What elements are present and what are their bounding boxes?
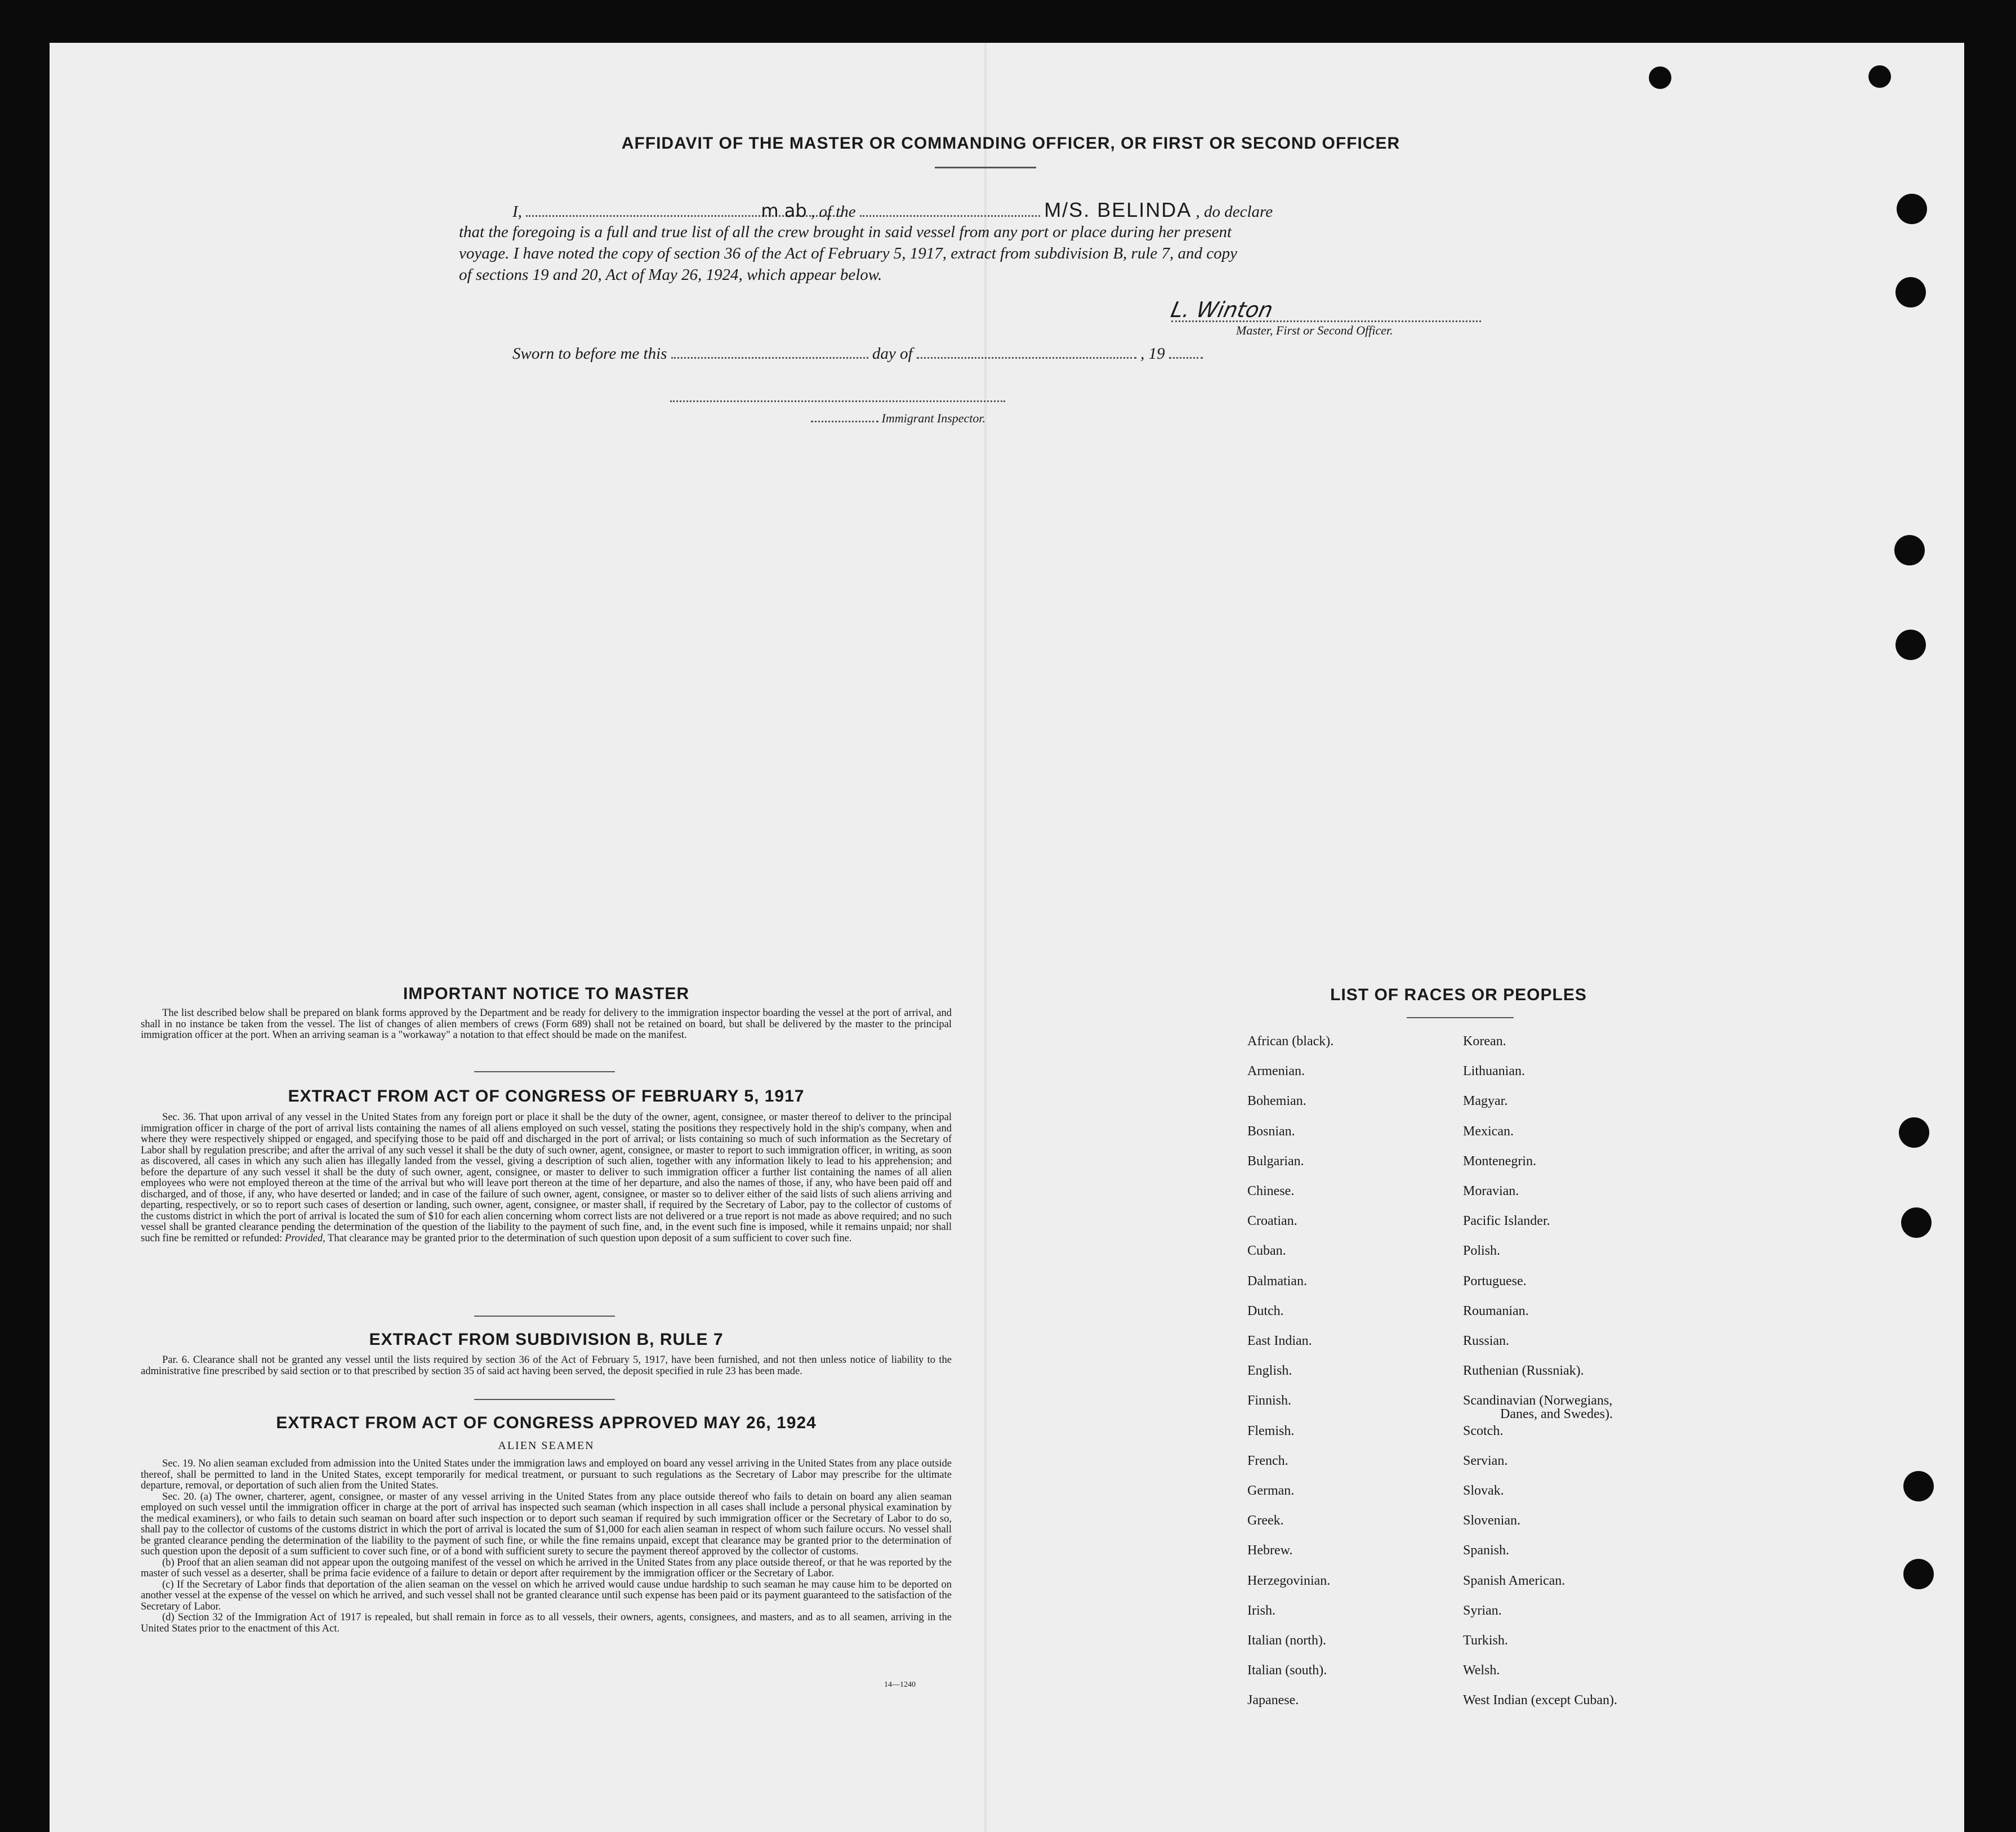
race-item: Welsh. xyxy=(1463,1663,1500,1678)
race-item: Dutch. xyxy=(1247,1303,1284,1318)
inspector-signature-line[interactable] xyxy=(670,400,1005,402)
page-fold xyxy=(984,43,987,1832)
binder-hole xyxy=(1868,65,1891,88)
rule7-body xyxy=(141,1355,952,1377)
race-item: Armenian. xyxy=(1247,1064,1305,1079)
title-underline xyxy=(935,167,1036,168)
rule7-title: EXTRACT FROM SUBDIVISION B, RULE 7 xyxy=(369,1330,724,1349)
race-item: Lithuanian. xyxy=(1463,1064,1525,1079)
race-item: Spanish American. xyxy=(1463,1573,1565,1588)
race-item: East Indian. xyxy=(1247,1334,1312,1348)
races-title: LIST OF RACES OR PEOPLES xyxy=(1330,986,1587,1004)
race-item: Magyar. xyxy=(1463,1094,1508,1109)
proviso-word: Provided, xyxy=(284,1232,325,1244)
sec20b-text: (b) Proof that an alien seaman did not appear upon the outgoing manifest of the vessel on which he arrived in the United States from any place outside thereof, or that he was reported by the master of such vessel as a deserter, shall be prima facie evidence of a failure to detain or deport after requirement by the immigration officer or the Secretary of Labor. xyxy=(141,1557,952,1579)
race-item: Japanese. xyxy=(1247,1693,1299,1708)
races-underline xyxy=(1407,1017,1514,1018)
binder-hole xyxy=(1895,630,1926,660)
race-item: Slovak. xyxy=(1463,1483,1504,1498)
race-item: Pacific Islander. xyxy=(1463,1214,1550,1229)
notice-text: The list described below shall be prepared on blank forms approved by the Department and be ready for delivery to the immigration inspector boarding the vessel at the port of arrival, and shall in no instance be taken from the vessel. The list of changes of alien members of crews (Form 689) shall not be retained on board, but shall be delivered by the master to the principal immigration officer at the port. When an arriving seaman is a "workaway" a notation to that effect should be made on the manifest. xyxy=(141,1008,952,1041)
race-item: Flemish. xyxy=(1247,1423,1295,1438)
do-declare-label: , do declare xyxy=(1196,203,1273,221)
race-item: Spanish. xyxy=(1463,1543,1510,1558)
vessel-name: M/S. BELINDA xyxy=(1044,198,1192,221)
affidavit-line-4: of sections 19 and 20, Act of May 26, 1924, which appear below. xyxy=(459,266,882,284)
race-item: Korean. xyxy=(1463,1034,1506,1049)
sec20d-text: (d) Section 32 of the Immigration Act of 1917 is repealed, but shall remain in force as to all vessels, their owners, agents, consignees, and masters, and as to all seamen, arriving in the United States prior to the enactment of this Act. xyxy=(141,1612,952,1634)
extract-1917-title: EXTRACT FROM ACT OF CONGRESS OF FEBRUARY 5, 1917 xyxy=(288,1087,805,1106)
race-item: Mexican. xyxy=(1463,1124,1514,1139)
sec20c-text: (c) If the Secretary of Labor finds that deportation of the alien seaman on the vessel on which he arrived would cause undue hardship to such seaman he may cause him to be deported on another vessel at the expense of the vessel on which he arrived, and such vessel shall not be granted clearance until such expense has been paid or its payment guaranteed to the satisfaction of the Secretary of Labor. xyxy=(141,1579,952,1612)
race-item: Polish. xyxy=(1463,1243,1501,1259)
year-label: , 19 xyxy=(1140,345,1165,363)
sec19-text: Sec. 19. No alien seaman excluded from admission into the United States under the immigration laws and employed on board any vessel arriving in the United States from any place outside thereof, shall be permitted to land in the United States, except temporarily for medical treatment, or pursuant to such regulations as the Secretary of Labor may prescribe for the ultimate departure, removal, or deportation of such alien from the United States. xyxy=(141,1458,952,1491)
race-item: Roumanian. xyxy=(1463,1303,1529,1318)
race-item: Bosnian. xyxy=(1247,1124,1295,1139)
race-item: Herzegovinian. xyxy=(1247,1573,1331,1588)
extract-1917-body xyxy=(141,1112,952,1244)
binder-hole xyxy=(1897,194,1927,224)
race-item: Dalmatian. xyxy=(1247,1273,1307,1289)
race-item: German. xyxy=(1247,1483,1295,1498)
sec36-end: That clearance may be granted prior to the determination of such question upon deposit of a sum sufficient to cover such fine. xyxy=(327,1232,852,1244)
race-item: Italian (north). xyxy=(1247,1633,1326,1648)
extract-1924-body xyxy=(141,1459,952,1634)
inspector-dots xyxy=(811,420,878,422)
race-item: French. xyxy=(1247,1453,1288,1468)
race-item: Cuban. xyxy=(1247,1243,1286,1259)
race-item: Montenegrin. xyxy=(1463,1153,1536,1169)
alien-seamen-subtitle: ALIEN SEAMEN xyxy=(498,1439,595,1452)
race-item: Russian. xyxy=(1463,1334,1510,1348)
affidavit-line-3: voyage. I have noted the copy of section 36 of the Act of February 5, 1917, extract from subdivision B, rule 7, and copy xyxy=(459,244,1238,262)
sworn-day-blank[interactable] xyxy=(671,356,868,359)
race-item: Bohemian. xyxy=(1247,1094,1306,1109)
sworn-year-blank[interactable] xyxy=(1169,356,1203,359)
race-item-continuation: Danes, and Swedes). xyxy=(1500,1407,1613,1422)
binder-hole xyxy=(1899,1117,1929,1148)
signature-caption: Master, First or Second Officer. xyxy=(1236,323,1393,337)
binder-hole xyxy=(1903,1471,1934,1501)
binder-hole xyxy=(1895,277,1926,307)
vessel-blank[interactable] xyxy=(860,215,1040,217)
binder-hole xyxy=(1894,535,1925,565)
race-item: Portuguese. xyxy=(1463,1273,1527,1289)
affidavit-line-2: that the foregoing is a full and true list of all the crew brought in said vessel from any port or place during her present xyxy=(459,223,1232,241)
race-item: Ruthenian (Russniak). xyxy=(1463,1363,1584,1379)
race-item: Servian. xyxy=(1463,1453,1508,1468)
race-item: Chinese. xyxy=(1247,1184,1295,1198)
notice-body xyxy=(141,1008,952,1041)
race-item: Scotch. xyxy=(1463,1423,1504,1438)
signature-line xyxy=(1171,320,1481,322)
affidavit-line-1 xyxy=(512,198,1520,222)
extract-1924-title: EXTRACT FROM ACT OF CONGRESS APPROVED MAY 26, 1924 xyxy=(276,1414,817,1432)
race-item: Moravian. xyxy=(1463,1184,1519,1198)
race-item: West Indian (except Cuban). xyxy=(1463,1693,1617,1708)
race-item: English. xyxy=(1247,1363,1292,1379)
rule7-text: Par. 6. Clearance shall not be granted any vessel until the lists required by section 36 of the Act of February 5, 1917, have been furnished, and not then unless notice of liability to the administrative fine prescribed by said section or to that prescribed by section 35 of said act having been served, the deposit specified in rule 23 has been made. xyxy=(141,1354,952,1377)
sworn-label: Sworn to before me this xyxy=(512,345,667,363)
race-item: Syrian. xyxy=(1463,1603,1502,1618)
sworn-month-blank[interactable] xyxy=(917,356,1136,359)
sec20a-text: Sec. 20. (a) The owner, charterer, agent, consignee, or master of any vessel arriving in the United States from any place outside thereof who fails to detain on board any alien seaman employed on such vessel until the immigration officer in charge at the port of arrival has inspected such seaman (which inspection in all cases shall include a personal physical examination by the medical examiners), or who fails to detain such seaman on board after such inspection or to deport such seaman if required by such immigration officer or the Secretary of Labor to do so, shall pay to the collector of customs of the customs district in which the port of arrival is located the sum of $1,000 for each alien seaman in respect of whom such failure occurs. No vessel shall be granted clearance pending the determination of the liability to the payment of such fine, or while the fine remains unpaid, except that clearance may be granted prior to the determination of such question upon the deposit of a sum sufficient to cover such fine, or of a bond with sufficient surety to secure the payment thereof approved by the collector of customs. xyxy=(141,1491,952,1557)
master-name-handwritten: m ab xyxy=(761,200,807,221)
inspector-caption-line xyxy=(811,411,985,426)
race-item: Finnish. xyxy=(1247,1393,1292,1408)
binder-hole xyxy=(1649,66,1671,89)
form-number: 14—1240 xyxy=(884,1681,916,1689)
race-item: Slovenian. xyxy=(1463,1513,1520,1528)
race-item: Greek. xyxy=(1247,1513,1284,1528)
race-item: Turkish. xyxy=(1463,1633,1508,1648)
divider xyxy=(474,1071,615,1072)
sec36-text: Sec. 36. That upon arrival of any vessel in the United States from any foreign port or place it shall be the duty of the owner, agent, consignee, or master thereof to deliver to the principal immigration officer in charge of the port of arrival lists containing the names of all aliens employed on such vessel, stating the positions they respectively hold in the ship's company, when and where they were respectively shipped or engaged, and specifying those to be paid off and discharged in the port of arrival; or lists containing so much of such information as the Secretary of Labor shall by regulation prescribe; and after the arrival of any such vessel it shall be the duty of such owner, agent, consignee, or master to report to such immigration officer, in writing, as soon as discovered, all cases in which any such alien has illegally landed from the vessel, giving a description of such alien, together with any information likely to lead to his apprehension; and before the departure of any such vessel it shall be the duty of such owner, agent, consignee, or master to deliver to such immigration officer a further list containing the names of all alien employees who were not employed thereon at the time of the arrival but who will leave port thereon at the time of her departure, and also the names of those, if any, who have been paid off and discharged, and of those, if any, who have deserted or landed; and in case of the failure of such owner, agent, consignee, or master so to deliver either of the said lists of such aliens arriving and departing, respectively, or so to report such cases of desertion or landing, such owner, agent, consignee, or master shall, if required by the Secretary of Labor, pay to the collector of customs of the customs district in which the port of arrival is located the sum of $10 for each alien concerning whom correct lists are not delivered or a true report is not made as above required; and no such vessel shall be granted clearance pending the determination of the question of the liability to the payment of such fine, and, in the event such fine is imposed, while it remains unpaid; nor shall such fine be remitted or refunded: xyxy=(141,1112,952,1244)
of-the-label: , of the xyxy=(810,203,856,221)
inspector-caption: Immigrant Inspector. xyxy=(881,411,986,425)
affidavit-title: AFFIDAVIT OF THE MASTER OR COMMANDING OFFICER, OR FIRST OR SECOND OFFICER xyxy=(621,134,1401,153)
sworn-line xyxy=(512,345,1203,363)
race-item: African (black). xyxy=(1247,1034,1334,1049)
divider xyxy=(474,1399,615,1400)
race-item: Irish. xyxy=(1247,1603,1275,1618)
binder-hole xyxy=(1901,1207,1932,1238)
day-of-label: day of xyxy=(872,345,913,363)
race-item: Scandinavian (Norwegians, xyxy=(1463,1393,1613,1408)
race-item: Bulgarian. xyxy=(1247,1153,1304,1169)
i-label: I, xyxy=(512,203,522,221)
race-item: Hebrew. xyxy=(1247,1543,1293,1558)
master-signature: L. Winton xyxy=(1168,297,1275,322)
divider xyxy=(474,1316,615,1317)
binder-hole xyxy=(1903,1559,1934,1589)
race-item: Croatian. xyxy=(1247,1214,1297,1229)
race-item: Italian (south). xyxy=(1247,1663,1327,1678)
notice-title: IMPORTANT NOTICE TO MASTER xyxy=(403,984,690,1003)
